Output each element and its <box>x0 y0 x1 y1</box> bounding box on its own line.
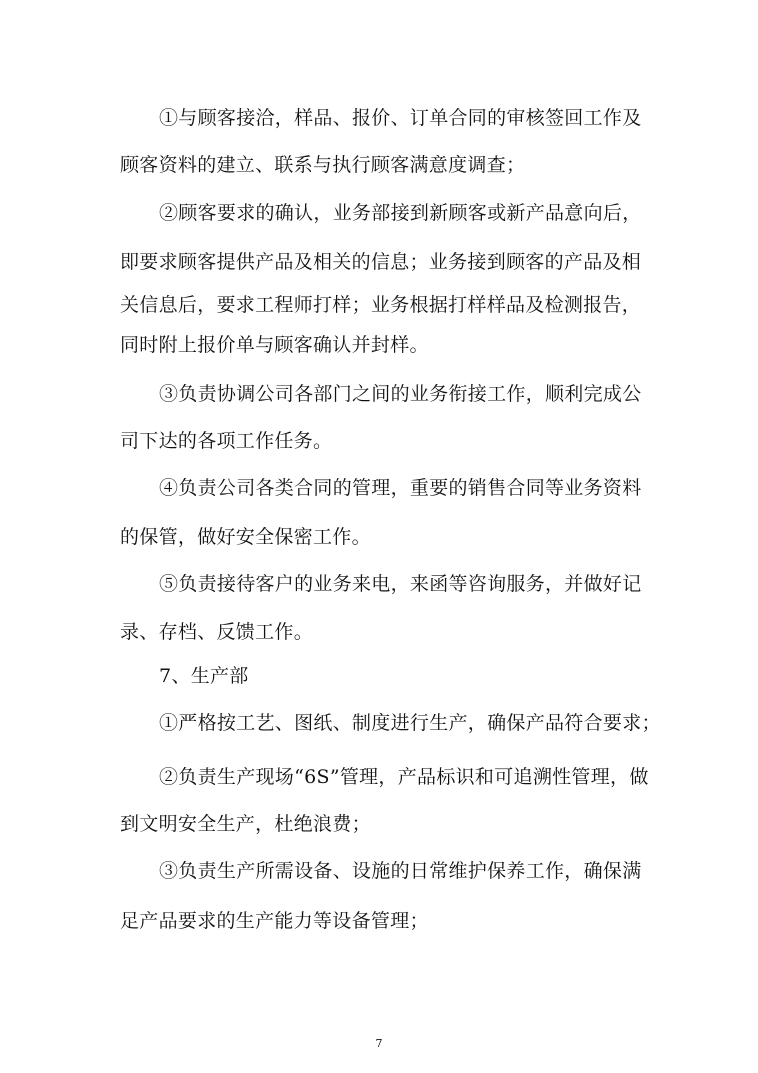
text-line: ③负责协调公司各部门之间的业务衔接工作，顺利完成公 <box>159 383 642 405</box>
text-line: 录、存档、反馈工作。 <box>120 621 314 643</box>
text-line: 顾客资料的建立、联系与执行顾客满意度调查； <box>120 154 526 176</box>
text-line: ②负责生产现场“6S”管理，产品标识和可追溯性管理，做 <box>159 766 649 788</box>
text-line: ①严格按工艺、图纸、制度进行生产，确保产品符合要求； <box>159 712 661 734</box>
text-line: ⑤负责接待客户的业务来电，来函等咨询服务，并做好记 <box>159 573 642 595</box>
section-heading: 7、生产部 <box>159 665 249 687</box>
text-line: 同时附上报价单与顾客确认并封样。 <box>120 334 429 356</box>
text-line: 足产品要求的生产能力等设备管理； <box>120 910 429 932</box>
text-line: 的保管，做好安全保密工作。 <box>120 526 371 548</box>
text-line: 关信息后，要求工程师打样；业务根据打样样品及检测报告， <box>120 294 642 316</box>
page-number: 7 <box>375 1037 383 1050</box>
text-line: ②顾客要求的确认，业务部接到新顾客或新产品意向后， <box>159 202 642 224</box>
text-line: ③负责生产所需设备、设施的日常维护保养工作，确保满 <box>159 860 642 882</box>
text-line: ④负责公司各类合同的管理，重要的销售合同等业务资料 <box>159 477 642 499</box>
text-line: 即要求顾客提供产品及相关的信息；业务接到顾客的产品及相 <box>120 251 642 273</box>
text-line: 到文明安全生产，杜绝浪费； <box>120 813 371 835</box>
text-line: ①与顾客接洽，样品、报价、订单合同的审核签回工作及 <box>159 107 642 129</box>
text-line: 司下达的各项工作任务。 <box>120 430 333 452</box>
